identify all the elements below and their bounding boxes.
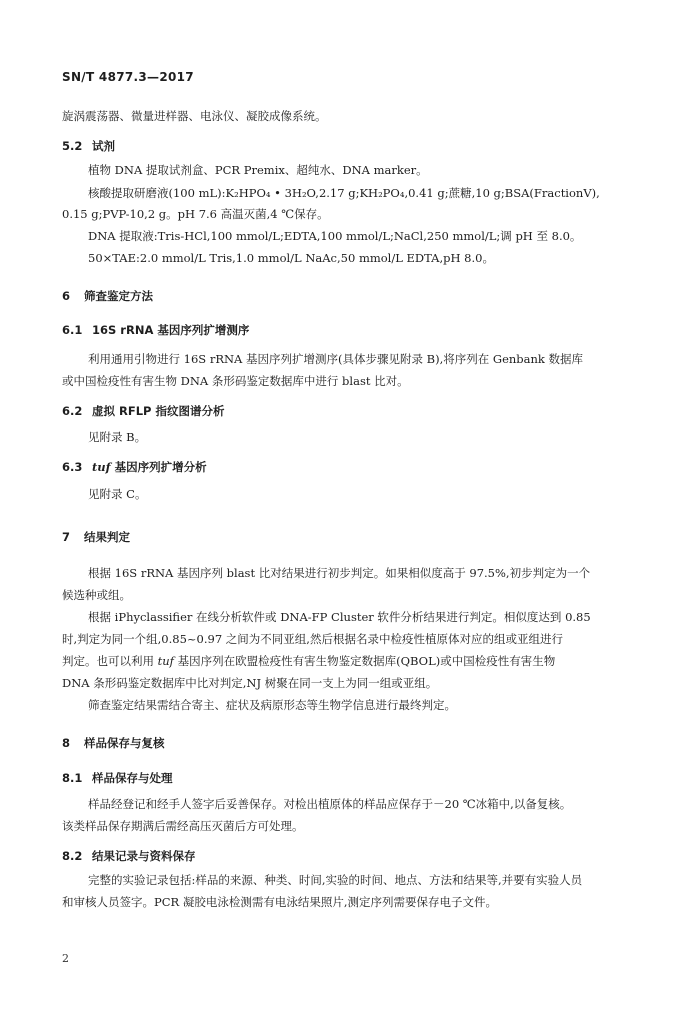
section-number: 8.1 bbox=[62, 771, 83, 785]
paragraph-line: 根据 16S rRNA 基因序列 blast 比对结果进行初步判定。如果相似度高于 97.5%,初步判定为一个 bbox=[88, 566, 591, 580]
paragraph-line: DNA 提取液:Tris-HCl,100 mmol/L;EDTA,100 mmol/L;NaCl,250 mmol/L;调 pH 至 8.0。 bbox=[88, 229, 582, 243]
section-number: 7 bbox=[62, 530, 71, 544]
gene-name-italic: tuf bbox=[92, 460, 111, 474]
section-title: 基因序列扩增分析 bbox=[110, 460, 207, 474]
paragraph-line: 该类样品保存期满后需经高压灭菌后方可处理。 bbox=[62, 819, 304, 833]
section-number: 8 bbox=[62, 736, 71, 750]
paragraph-line: 或中国检疫性有害生物 DNA 条形码鉴定数据库中进行 blast 比对。 bbox=[62, 374, 409, 388]
section-6-2-heading bbox=[62, 403, 224, 419]
standard-number-header: SN/T 4877.3—2017 bbox=[62, 70, 194, 84]
section-6-3-heading bbox=[62, 459, 207, 475]
paragraph-line: 筛查鉴定结果需结合寄主、症状及病原形态等生物学信息进行最终判定。 bbox=[88, 698, 456, 712]
paragraph-line: 植物 DNA 提取试剂盒、PCR Premix、超纯水、DNA marker。 bbox=[88, 163, 428, 177]
section-6-heading bbox=[62, 288, 153, 304]
text-run: 基因序列在欧盟检疫性有害生物鉴定数据库(QBOL)或中国检疫性有害生物 bbox=[173, 654, 556, 668]
section-6-1-heading bbox=[62, 322, 249, 338]
section-number: 6.1 bbox=[62, 323, 83, 337]
gene-name-italic: tuf bbox=[157, 654, 174, 668]
section-7-heading bbox=[62, 529, 130, 545]
paragraph-line: 见附录 B。 bbox=[88, 430, 147, 444]
section-5-2-heading bbox=[62, 138, 115, 154]
page-number: 2 bbox=[62, 952, 69, 965]
paragraph-line: 和审核人员签字。PCR 凝胶电泳检测需有电泳结果照片,测定序列需要保存电子文件。 bbox=[62, 895, 498, 909]
paragraph-line: 核酸提取研磨液(100 mL):K₂HPO₄ • 3H₂O,2.17 g;KH₂PO₄,0.41 g;蔗糖,10 g;BSA(FractionV), bbox=[88, 186, 600, 200]
section-title: 试剂 bbox=[92, 139, 115, 153]
paragraph-line: 利用通用引物进行 16S rRNA 基因序列扩增测序(具体步骤见附录 B),将序列在 Genbank 数据库 bbox=[88, 352, 584, 366]
paragraph-line: 样品经登记和经手人签字后妥善保存。对检出植原体的样品应保存于－20 ℃冰箱中,以备复核。 bbox=[88, 797, 572, 811]
text-run: 判定。也可以利用 bbox=[62, 654, 158, 668]
section-number: 6 bbox=[62, 289, 71, 303]
paragraph-line: 0.15 g;PVP-10,2 g。pH 7.6 高温灭菌,4 ℃保存。 bbox=[62, 207, 329, 221]
section-title: 结果记录与资料保存 bbox=[92, 849, 196, 863]
equipment-list-text: 旋涡震荡器、微量进样器、电泳仪、凝胶成像系统。 bbox=[62, 109, 327, 123]
section-number: 6.3 bbox=[62, 460, 83, 474]
section-number: 5.2 bbox=[62, 139, 83, 153]
section-number: 8.2 bbox=[62, 849, 83, 863]
section-title: 虚拟 RFLP 指纹图谱分析 bbox=[92, 404, 225, 418]
paragraph-line: DNA 条形码鉴定数据库中比对判定,NJ 树聚在同一支上为同一组或亚组。 bbox=[62, 676, 438, 690]
section-title: 结果判定 bbox=[84, 530, 130, 544]
paragraph-line: 完整的实验记录包括:样品的来源、种类、时间,实验的时间、地点、方法和结果等,并要有实验人员 bbox=[88, 873, 583, 887]
section-number: 6.2 bbox=[62, 404, 83, 418]
paragraph-line: 50×TAE:2.0 mmol/L Tris,1.0 mmol/L NaAc,50 mmol/L EDTA,pH 8.0。 bbox=[88, 251, 494, 265]
paragraph-line: 候选种或组。 bbox=[62, 588, 131, 602]
section-title: 样品保存与复核 bbox=[84, 736, 165, 750]
section-title: 样品保存与处理 bbox=[92, 771, 173, 785]
paragraph-line: 时,判定为同一个组,0.85~0.97 之间为不同亚组,然后根据名录中检疫性植原体对应的组或亚组进行 bbox=[62, 632, 563, 646]
section-title: 16S rRNA 基因序列扩增测序 bbox=[92, 323, 250, 337]
section-8-2-heading bbox=[62, 848, 196, 864]
paragraph-line bbox=[62, 654, 555, 668]
paragraph-line: 根据 iPhyclassifier 在线分析软件或 DNA-FP Cluster 软件分析结果进行判定。相似度达到 0.85 bbox=[88, 610, 591, 624]
section-title: 筛查鉴定方法 bbox=[84, 289, 153, 303]
section-8-heading bbox=[62, 735, 165, 751]
section-8-1-heading bbox=[62, 770, 173, 786]
paragraph-line: 见附录 C。 bbox=[88, 487, 147, 501]
